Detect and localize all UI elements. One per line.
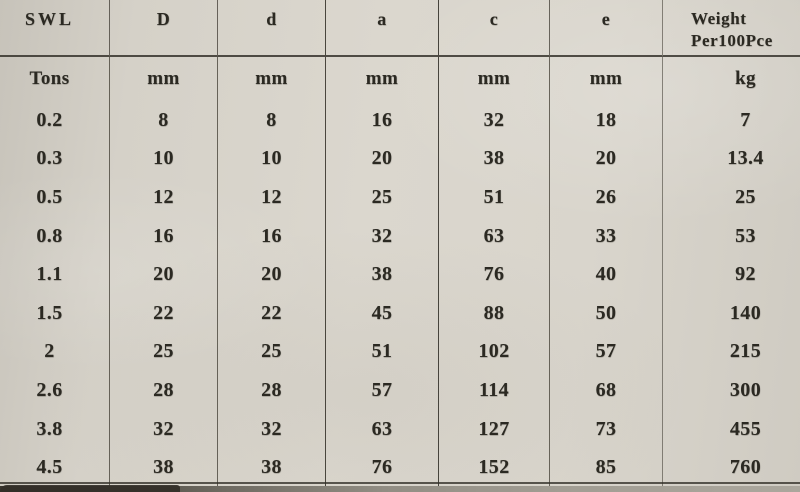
table-cell: 63 bbox=[439, 217, 550, 256]
table-bottom-rule bbox=[0, 482, 800, 484]
table-cell: 102 bbox=[439, 333, 550, 372]
table-cell: 38 bbox=[218, 448, 326, 487]
unit-cell-weight: kg bbox=[735, 68, 756, 89]
table-cell: 0.5 bbox=[0, 178, 110, 217]
table-cell: 16 bbox=[110, 217, 218, 256]
table-cell: 32 bbox=[326, 217, 439, 256]
table-cell: 32 bbox=[218, 410, 326, 449]
table-cell: 25 bbox=[735, 185, 756, 208]
table-cell: 16 bbox=[326, 101, 439, 140]
table-cell: 51 bbox=[326, 333, 439, 372]
table-cell: 22 bbox=[110, 294, 218, 333]
unit-cell-swl: Tons bbox=[0, 57, 110, 101]
unit-cell-small-d: mm bbox=[218, 57, 326, 101]
table-cell: 13.4 bbox=[727, 147, 764, 170]
table-cell: 300 bbox=[729, 378, 762, 401]
column-header-swl: SWL bbox=[0, 0, 110, 57]
table-cell: 32 bbox=[439, 101, 550, 140]
table-cell: 85 bbox=[550, 448, 663, 487]
table-cell: 25 bbox=[218, 333, 326, 372]
table-cell: 10 bbox=[218, 140, 326, 179]
column-header-weight bbox=[663, 0, 800, 57]
table-cell: 152 bbox=[439, 448, 550, 487]
column-header-small-d: d bbox=[218, 0, 326, 57]
table-cell: 114 bbox=[439, 371, 550, 410]
table-cell: 28 bbox=[218, 371, 326, 410]
table-cell: 0.2 bbox=[0, 101, 110, 140]
table-cell: 7 bbox=[740, 108, 751, 131]
table-cell: 0.3 bbox=[0, 140, 110, 179]
table-cell: 20 bbox=[218, 255, 326, 294]
table-cell: 57 bbox=[326, 371, 439, 410]
unit-cell-e: mm bbox=[550, 57, 663, 101]
unit-cell-big-d: mm bbox=[110, 57, 218, 101]
table-cell: 73 bbox=[550, 410, 663, 449]
table-cell: 3.8 bbox=[0, 410, 110, 449]
table-cell: 760 bbox=[729, 456, 762, 479]
table-cell: 8 bbox=[218, 101, 326, 140]
table-cell: 4.5 bbox=[0, 448, 110, 487]
table-cell: 10 bbox=[110, 140, 218, 179]
table-cell: 53 bbox=[735, 224, 756, 247]
column-header-c: c bbox=[439, 0, 550, 57]
table-cell: 127 bbox=[439, 410, 550, 449]
weight-header-line-2: Per100Pce bbox=[691, 31, 773, 50]
table-cell: 88 bbox=[439, 294, 550, 333]
table-cell: 140 bbox=[729, 301, 762, 324]
column-header-e: e bbox=[550, 0, 663, 57]
table-cell: 38 bbox=[110, 448, 218, 487]
table-cell: 26 bbox=[550, 178, 663, 217]
table-cell: 38 bbox=[439, 140, 550, 179]
table-cell: 16 bbox=[218, 217, 326, 256]
table-cell: 1.1 bbox=[0, 255, 110, 294]
table-cell: 28 bbox=[110, 371, 218, 410]
table-cell: 2 bbox=[0, 333, 110, 372]
table-cell: 57 bbox=[550, 333, 663, 372]
table-cell: 20 bbox=[110, 255, 218, 294]
unit-cell-a: mm bbox=[326, 57, 439, 101]
table-cell: 12 bbox=[218, 178, 326, 217]
table-cell: 92 bbox=[735, 263, 756, 286]
column-header-big-d: D bbox=[110, 0, 218, 57]
table-cell: 33 bbox=[550, 217, 663, 256]
table-cell: 455 bbox=[729, 417, 762, 440]
table-cell: 76 bbox=[326, 448, 439, 487]
table-cell: 18 bbox=[550, 101, 663, 140]
table-cell: 0.8 bbox=[0, 217, 110, 256]
unit-cell-c: mm bbox=[439, 57, 550, 101]
table-cell: 215 bbox=[729, 340, 762, 363]
table-cell: 68 bbox=[550, 371, 663, 410]
table-cell: 25 bbox=[110, 333, 218, 372]
table-cell: 12 bbox=[110, 178, 218, 217]
table-cell: 25 bbox=[326, 178, 439, 217]
table-cell: 32 bbox=[110, 410, 218, 449]
table-cell: 2.6 bbox=[0, 371, 110, 410]
table-cell: 76 bbox=[439, 255, 550, 294]
weight-header-line-1: Weight bbox=[691, 9, 747, 28]
column-header-a: a bbox=[326, 0, 439, 57]
table-cell: 38 bbox=[326, 255, 439, 294]
table-cell: 20 bbox=[550, 140, 663, 179]
table-cell: 51 bbox=[439, 178, 550, 217]
table-cell: 20 bbox=[326, 140, 439, 179]
table-cell: 40 bbox=[550, 255, 663, 294]
table-cell: 50 bbox=[550, 294, 663, 333]
table-cell: 1.5 bbox=[0, 294, 110, 333]
table-cell: 63 bbox=[326, 410, 439, 449]
table-cell: 22 bbox=[218, 294, 326, 333]
page-corner-shadow bbox=[0, 485, 180, 492]
table-cell: 45 bbox=[326, 294, 439, 333]
table-cell: 8 bbox=[110, 101, 218, 140]
